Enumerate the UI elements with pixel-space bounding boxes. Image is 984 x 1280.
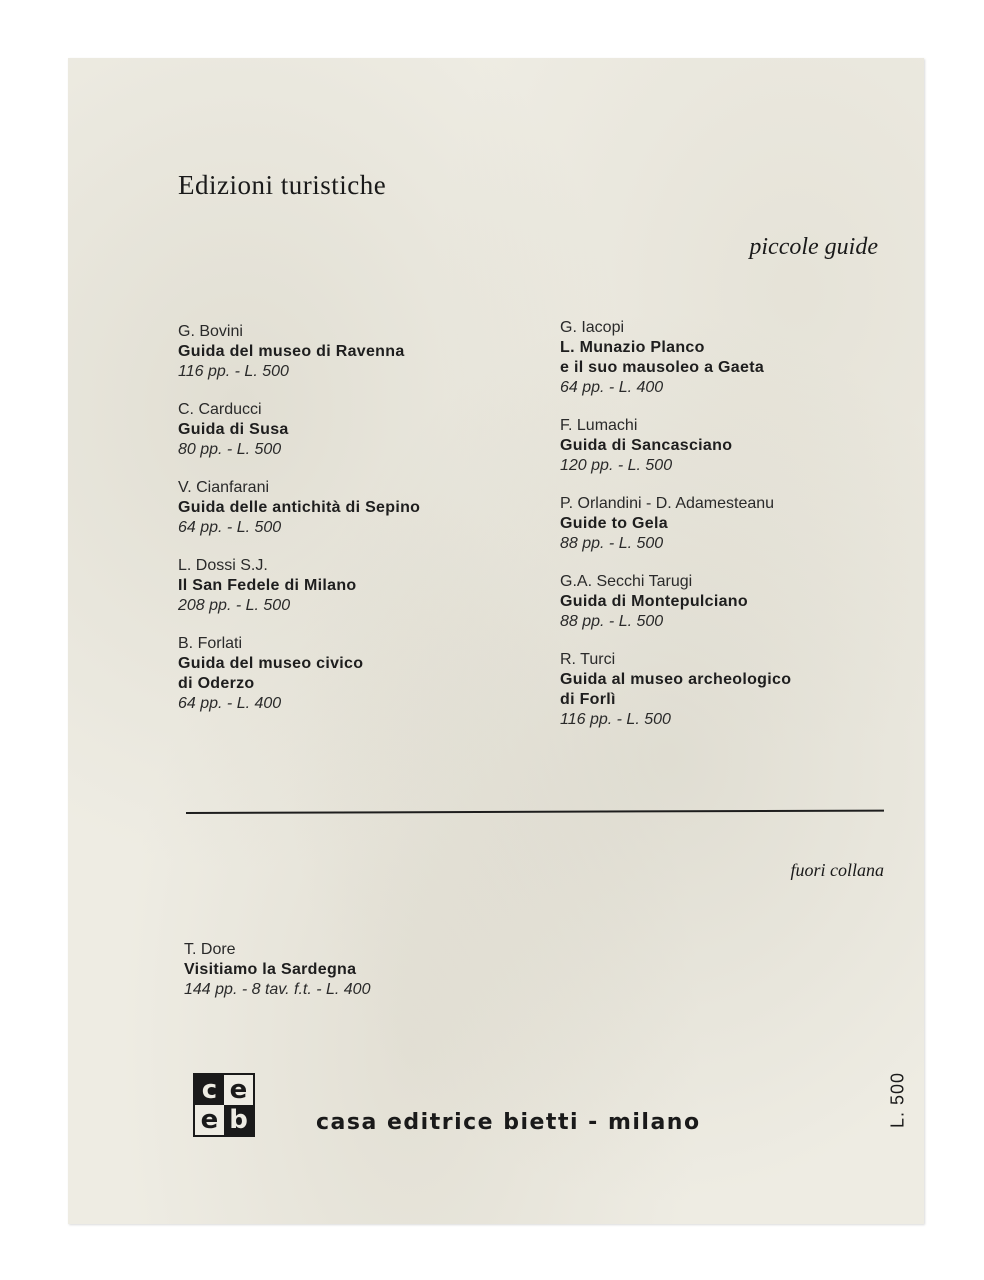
publisher-logo: c e e b	[193, 1073, 255, 1137]
book-info: 88 pp. - L. 500	[560, 535, 664, 552]
book-author: L. Dossi S.J.	[178, 557, 268, 574]
book-info: 80 pp. - L. 500	[178, 441, 282, 458]
book-entry	[560, 572, 900, 632]
price-text: L. 500	[887, 1071, 908, 1129]
book-entry	[560, 494, 900, 554]
book-entry	[178, 478, 518, 538]
book-author: G. Iacopi	[560, 319, 625, 336]
book-author: G.A. Secchi Tarugi	[560, 573, 693, 590]
book-title: Visitiamo la Sardegna	[184, 961, 357, 978]
series-label: piccole guide	[749, 234, 878, 260]
book-title: Guida di Montepulciano	[560, 593, 748, 610]
book-info: 64 pp. - L. 500	[178, 519, 282, 536]
book-info: 120 pp. - L. 500	[560, 457, 673, 474]
book-entry	[560, 650, 900, 730]
page-title: Edizioni turistiche	[178, 170, 387, 200]
publisher-name: casa editrice bietti - milano	[316, 1110, 701, 1135]
book-author: T. Dore	[184, 941, 236, 958]
book-entry	[178, 400, 518, 460]
book-entry	[178, 634, 518, 714]
book-entry	[560, 416, 900, 476]
book-title: Guida del museo civico	[178, 655, 364, 672]
book-title: Guida di Sancasciano	[560, 437, 733, 454]
book-author: F. Lumachi	[560, 417, 638, 434]
book-title: Il San Fedele di Milano	[178, 577, 357, 594]
cover-price	[878, 1060, 918, 1140]
right-book-list	[560, 318, 900, 748]
left-book-list	[178, 322, 518, 732]
book-author: R. Turci	[560, 651, 616, 668]
book-entry	[560, 318, 900, 398]
book-info: 208 pp. - L. 500	[178, 597, 291, 614]
book-author: G. Bovini	[178, 323, 243, 340]
book-title: Guida al museo archeologico	[560, 671, 792, 688]
book-title: e il suo mausoleo a Gaeta	[560, 359, 765, 376]
book-title: di Oderzo	[178, 675, 255, 692]
book-info: 64 pp. - L. 400	[560, 379, 664, 396]
book-info: 116 pp. - L. 500	[560, 711, 671, 728]
book-author: V. Cianfarani	[178, 479, 270, 496]
book-title: Guida di Susa	[178, 421, 289, 438]
book-entry	[178, 322, 518, 382]
book-title: Guida del museo di Ravenna	[178, 343, 405, 360]
book-title: Guide to Gela	[560, 515, 668, 532]
book-info: 64 pp. - L. 400	[178, 695, 282, 712]
book-title: di Forlì	[560, 691, 616, 708]
book-info: 116 pp. - L. 500	[178, 363, 289, 380]
fuori-collana-entry	[184, 940, 370, 1018]
book-entry	[178, 556, 518, 616]
book-info: 144 pp. - 8 tav. f.t. - L. 400	[184, 981, 371, 998]
book-info: 88 pp. - L. 500	[560, 613, 664, 630]
fuori-collana-label: fuori collana	[790, 860, 884, 880]
book-title: Guida delle antichità di Sepino	[178, 499, 421, 516]
book-author: P. Orlandini - D. Adamesteanu	[560, 495, 775, 512]
book-author: B. Forlati	[178, 635, 243, 652]
book-author: C. Carducci	[178, 401, 262, 418]
book-title: L. Munazio Planco	[560, 339, 705, 356]
